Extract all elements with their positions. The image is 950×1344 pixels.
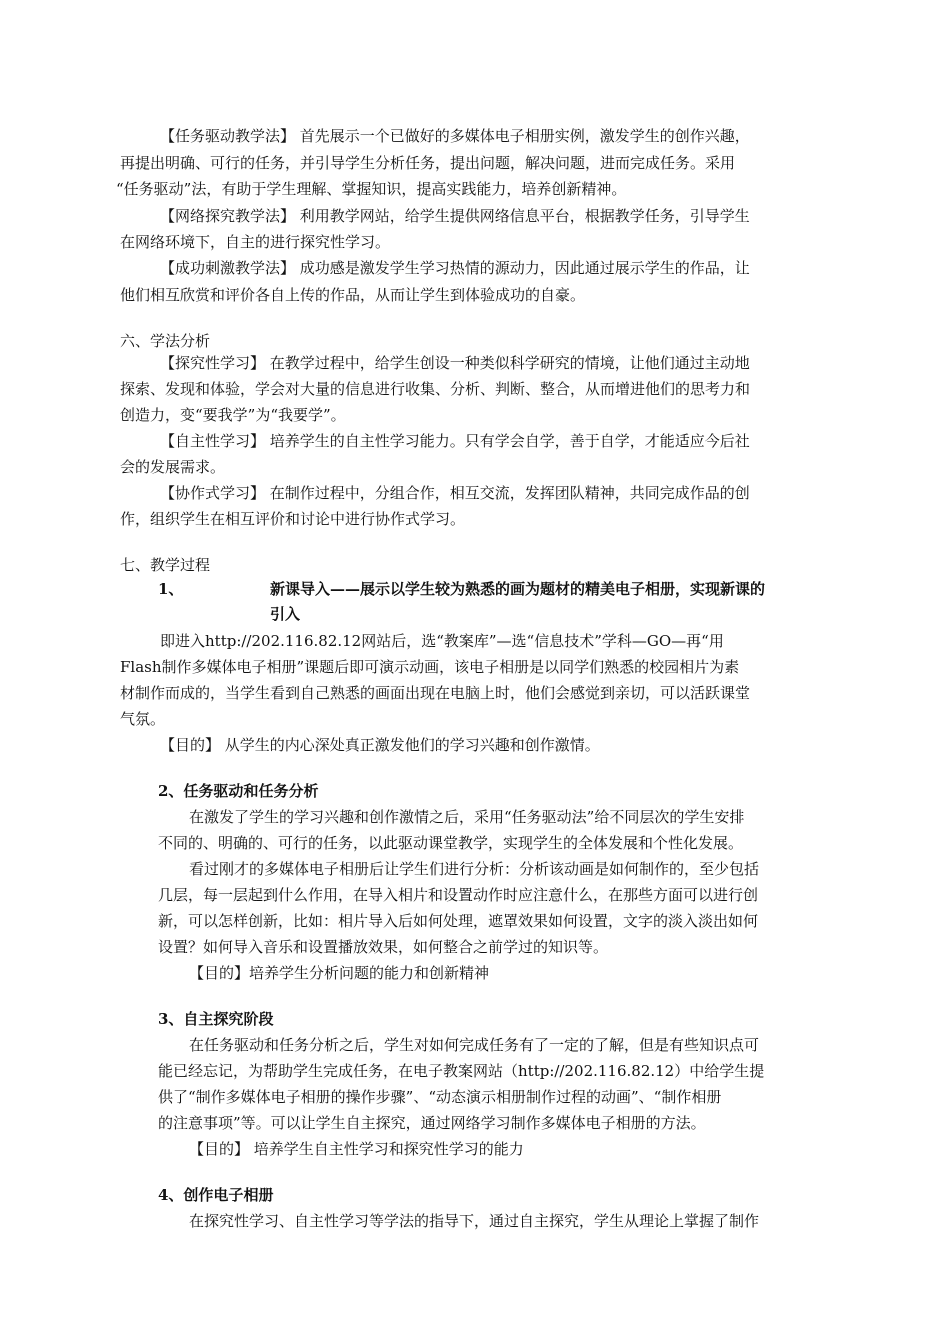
text-line: “任务驱动”法，有助于学生理解、掌握知识，提高实践能力，培养创新精神。 (116, 180, 627, 198)
text-line: 会的发展需求。 (120, 458, 226, 476)
text-line: 在任务驱动和任务分析之后，学生对如何完成任务有了一定的了解，但是有些知识点可 (189, 1036, 760, 1054)
text-line: 在激发了学生的学习兴趣和创作激情之后，采用“任务驱动法”给不同层次的学生安排 (189, 808, 745, 826)
text-line: 3、自主探究阶段 (158, 1010, 274, 1028)
text-line: 不同的、明确的、可行的任务，以此驱动课堂教学，实现学生的全体发展和个性化发展。 (158, 834, 744, 852)
text-line: 【目的】培养学生分析问题的能力和创新精神 (189, 964, 490, 982)
text-line: 【成功刺激教学法】 成功感是激发学生学习热情的源动力，因此通过展示学生的作品，让 (160, 259, 750, 277)
text-line: 作，组织学生在相互评价和讨论中进行协作式学习。 (120, 510, 466, 528)
text-line: 材制作而成的，当学生看到自己熟悉的画面出现在电脑上时，他们会感觉到亲切，可以活跃课堂 (120, 684, 751, 702)
text-line: 探索、发现和体验，学会对大量的信息进行收集、分析、判断、整合，从而增进他们的思考力和 (120, 380, 751, 398)
text-line: 供了“制作多媒体电子相册的操作步骤”、“动态演示相册制作过程的动画”、“制作相册 (158, 1088, 722, 1106)
text-line: 几层，每一层起到什么作用，在导入相片和设置动作时应注意什么，在那些方面可以进行创 (158, 886, 759, 904)
text-line: 【探究性学习】 在教学过程中，给学生创设一种类似科学研究的情境，让他们通过主动地 (160, 354, 750, 372)
text-line: 他们相互欣赏和评价各自上传的作品，从而让学生到体验成功的自豪。 (120, 286, 586, 304)
text-line: 即进入http://202.116.82.12网站后，选“教案库”—选“信息技术”学科—GO—再“用 (160, 632, 724, 650)
text-line: 新，可以怎样创新，比如：相片导入后如何处理，遮罩效果如何设置，文字的淡入淡出如何 (158, 912, 759, 930)
text-line: 设置？如何导入音乐和设置播放效果，如何整合之前学过的知识等。 (158, 938, 609, 956)
text-line: 看过刚才的多媒体电子相册后让学生们进行分析：分析该动画是如何制作的，至少包括 (189, 860, 760, 878)
text-line: 【任务驱动教学法】 首先展示一个已做好的多媒体电子相册实例，激发学生的创作兴趣， (160, 127, 750, 145)
text-line: 七、教学过程 (120, 556, 211, 574)
text-line: Flash制作多媒体电子相册”课题后即可演示动画，该电子相册是以同学们熟悉的校园相片为素 (120, 658, 740, 676)
text-line: 创造力，变“要我学”为“我要学”。 (120, 406, 346, 424)
text-line: 4、创作电子相册 (158, 1186, 274, 1204)
text-line: 六、学法分析 (120, 332, 211, 350)
text-line: 在网络环境下，自主的进行探究性学习。 (120, 233, 391, 251)
text-line: 【协作式学习】 在制作过程中，分组合作，相互交流，发挥团队精神，共同完成作品的创 (160, 484, 750, 502)
text-line: 【自主性学习】 培养学生的自主性学习能力。只有学会自学，善于自学，才能适应今后社 (160, 432, 750, 450)
text-line: 【网络探究教学法】 利用教学网站，给学生提供网络信息平台，根据教学任务，引导学生 (160, 207, 750, 225)
text-line: 2、任务驱动和任务分析 (158, 782, 319, 800)
text-line: 新课导入——展示以学生较为熟悉的画为题材的精美电子相册，实现新课的 (270, 580, 766, 598)
text-line: 能已经忘记，为帮助学生完成任务，在电子教案网站（http://202.116.82.12）中给学生提 (158, 1062, 765, 1080)
text-line: 【目的】 培养学生自主性学习和探究性学习的能力 (189, 1140, 524, 1158)
text-line: 在探究性学习、自主性学习等学法的指导下，通过自主探究，学生从理论上掌握了制作 (189, 1212, 760, 1230)
text-line: 引入 (270, 605, 301, 623)
text-line: 再提出明确、可行的任务，并引导学生分析任务，提出问题，解决问题，进而完成任务。采用 (120, 154, 736, 172)
text-line: 的注意事项”等。可以让学生自主探究，通过网络学习制作多媒体电子相册的方法。 (158, 1114, 706, 1132)
text-line: 【目的】 从学生的内心深处真正激发他们的学习兴趣和创作激情。 (160, 736, 600, 754)
text-line: 气氛。 (120, 710, 166, 728)
text-line: 1、 (158, 580, 184, 598)
